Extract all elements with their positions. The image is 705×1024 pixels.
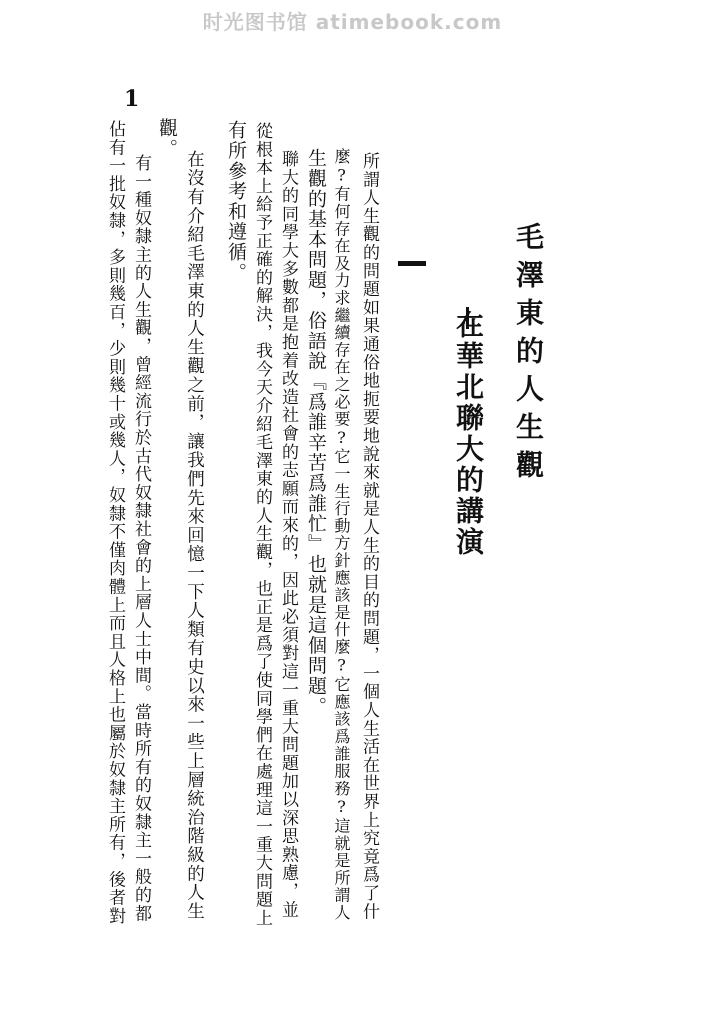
watermark: 时光图书馆 atimebook.com [202, 10, 503, 34]
body-column-4: 聯大的同學大多數都是抱着改造社會的志願而來的，因此必須對這一重大問題加以深思熟慮，並 [278, 150, 298, 919]
page-number: 1 [124, 86, 140, 112]
body-column-10: 佔有一批奴隸，多則幾百，少則幾十或幾人，奴隸不僅肉體上而且人格上也屬於奴隸主所有，後者對 [105, 120, 125, 926]
body-column-6: 有所參考和遵循。 [225, 120, 247, 283]
body-column-7: 在沒有介紹毛澤東的人生觀之前，讓我們先來回憶一下人類有史以來一些上層統治階級的人生 [184, 150, 205, 921]
body-column-5: 從根本上給予正確的解決，我今天介紹毛澤東的人生觀，也正是爲了使同學們在處理這一重大問題上 [252, 122, 272, 928]
page-title: 毛澤東的人生觀 [512, 222, 545, 488]
page-subtitle: 在華北聯大的講演 [452, 310, 485, 558]
body-column-3: 生觀的基本問題，俗語說『爲誰辛苦爲誰忙』也就是這個問題。 [305, 148, 327, 717]
section-mark [398, 261, 426, 266]
body-column-8: 觀。 [156, 118, 178, 159]
body-column-9: 有一種奴隸主的人生觀，曾經流行於古代奴隸社會的上層人士中間。當時所有的奴隸主一般的都 [131, 154, 151, 923]
body-column-2: 麼?有何存在及力求繼續存在之必要?它一生行動方針應該是什麼?它應該爲誰服務?這就是所謂人 [332, 148, 351, 922]
body-column-1: 所謂人生觀的問題如果通俗地扼要地說來就是人生的目的問題，一個人生活在世界上究竟爲了什 [359, 152, 379, 921]
